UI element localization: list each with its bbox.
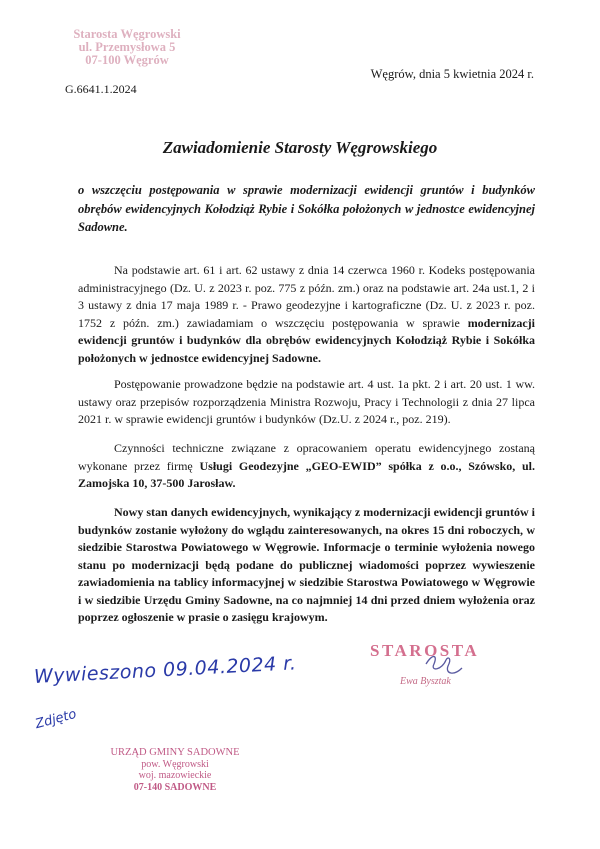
handwritten-posted-note: Wywieszono 09.04.2024 r.: [33, 652, 297, 688]
paragraph-text: Czynności techniczne związane z opracowaniem operatu ewidencyjnego zostaną wykonane przez firmę: [78, 441, 535, 473]
paragraph-bold-text: modernizacji ewidencji gruntów i budynków dla obrębów ewidencyjnych Kołodziąż Rybie i Sokółka położonych w jednostce ewidencyjnej Sadowne.: [78, 315, 535, 365]
paragraph-bold-text: Usługi Geodezyjne „GEO-EWID” spółka z o.o., Szówsko, ul. Zamojska 10, 37-500 Jarosław.: [78, 458, 535, 490]
signature-title: STAROSTA: [370, 641, 480, 660]
paragraph-text: Na podstawie art. 61 i art. 62 ustawy z dnia 14 czerwca 1960 r. Kodeks postępowania administracyjnego (Dz. U. z 2023 r. poz. 775 z późn. zm.) oraz na podstawie art. 24a ust.1, 2 i 3 ustawy z dnia 17 maja 1989 r. - Prawo geodezyjne i kartograficzne (Dz. U. z 2023 r. poz. 1752 z późn. zm.) zawiadamiam o wszczęciu postępowania w sprawie: [78, 263, 535, 330]
stamp-line: Starosta Węgrowski: [73, 27, 181, 41]
paragraph-text: Postępowanie prowadzone będzie na podstawie art. 4 ust. 1a pkt. 2 i art. 20 ust. 1 ww. ustawy oraz przepisów rozporządzenia Ministra Rozwoju, Pracy i Technologii z dnia 27 lipca 2021 r. w sprawie ewidencji gruntów i budynków (Dz.U. z 2024 r., poz. 219).: [78, 377, 535, 426]
paragraph-legal-basis: [78, 262, 535, 367]
document-title: Zawiadomienie Starosty Węgrowskiego: [162, 138, 438, 157]
signatory-name: Ewa Bysztak: [400, 676, 451, 687]
paragraph-text: Nowy stan danych ewidencyjnych, wynikający z modernizacji ewidencji gruntów i budynków zostanie wyłożony do wglądu zainteresowanych, na okres 15 dni roboczych, w siedzibie Starostwa Powiatowego w Węgrowie. Informacje o terminie wyłożenia nowego stanu po modernizacji będą podane do publicznej wiadomości poprzez wywieszenie zawiadomienia na tablicy informacyjnej w siedzibie Starostwa Powiatowego w Węgrowie i w siedzibie Urzędu Gminy Sadowne, na co najmniej 14 dni przed dniem wyłożenia oraz poprzez ogłoszenie w prasie o zasięgu krajowym.: [78, 505, 535, 624]
paragraph-disclosure: [78, 504, 535, 627]
stamp-line: pow. Węgrowski: [141, 758, 209, 770]
stamp-line: URZĄD GMINY SADOWNE: [110, 747, 240, 758]
paragraph-procedure: [78, 376, 535, 429]
document-subject: o wszczęciu postępowania w sprawie modernizacji ewidencji gruntów i budynków obrębów ewidencyjnych Kołodziąż Rybie i Sokółka położonych w jednostce ewidencyjnej Sadowne.: [78, 183, 535, 234]
reference-number: G.6641.1.2024: [65, 82, 137, 96]
stamp-line: 07-140 SADOWNE: [133, 781, 217, 793]
paragraph-contractor: [78, 440, 535, 493]
office-stamp-gmina: [105, 747, 245, 793]
stamp-line: ul. Przemysłowa 5: [78, 40, 176, 54]
place-date: Węgrów, dnia 5 kwietnia 2024 r.: [370, 67, 534, 81]
stamp-line: 07-100 Węgrów: [85, 53, 169, 67]
office-stamp-starosta: [52, 28, 202, 67]
stamp-line: woj. mazowieckie: [138, 770, 212, 781]
handwritten-removed-note: Zdjęto: [33, 706, 79, 733]
